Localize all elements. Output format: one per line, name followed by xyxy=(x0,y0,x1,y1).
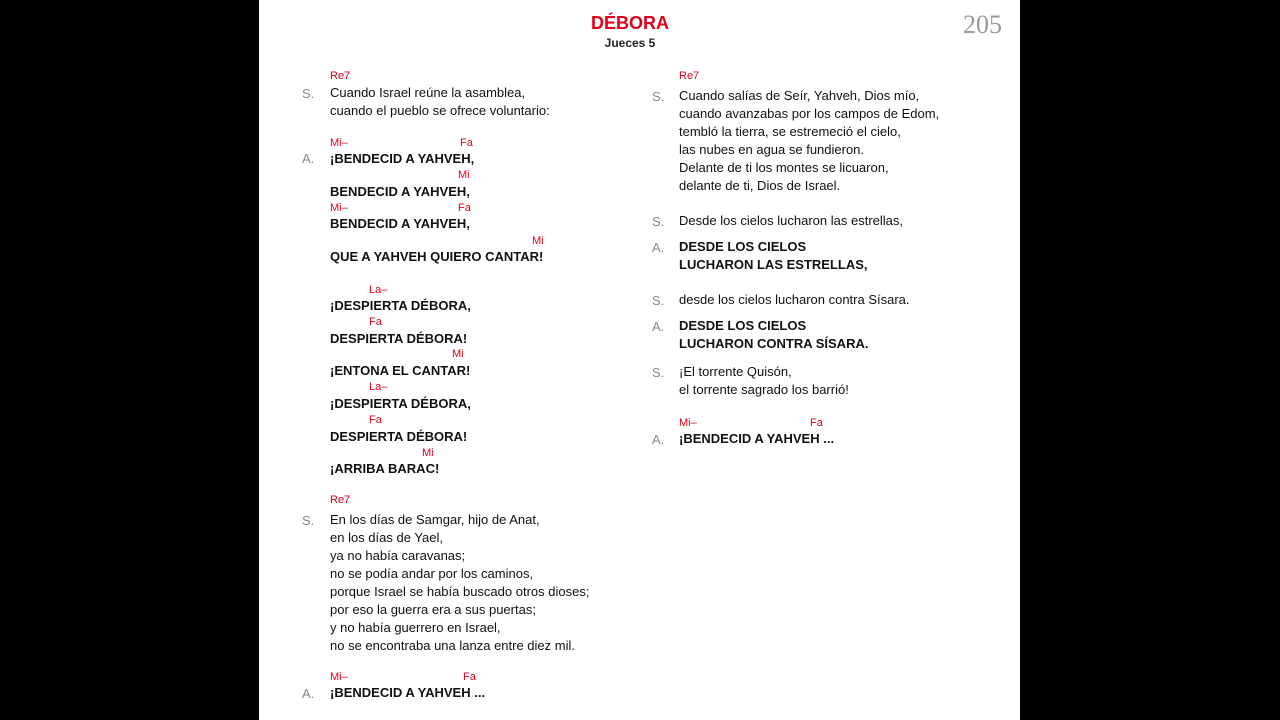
lyric-line: desde los cielos lucharon contra Sísara. xyxy=(679,292,910,307)
lyric-line: cuando el pueblo se ofrece voluntario: xyxy=(330,103,550,118)
solo-mark: S. xyxy=(652,365,665,380)
page-number: 205 xyxy=(963,10,1002,39)
song-page xyxy=(259,0,1020,720)
chord: Mi– xyxy=(679,417,697,429)
lyric-line: ¡DESPIERTA DÉBORA, xyxy=(330,298,471,313)
lyric-line: ya no había caravanas; xyxy=(330,548,466,563)
chord: Mi xyxy=(422,447,434,459)
chord: Mi– xyxy=(330,137,348,149)
lyric-line: QUE A YAHVEH QUIERO CANTAR! xyxy=(330,249,544,264)
solo-mark: S. xyxy=(652,214,665,229)
chord: Fa xyxy=(463,671,476,683)
chord: Mi xyxy=(532,235,544,247)
solo-mark: S. xyxy=(652,89,665,104)
lyric-line: delante de ti, Dios de Israel. xyxy=(679,178,841,193)
lyric-line: ¡DESPIERTA DÉBORA, xyxy=(330,396,471,411)
lyric-line: Delante de ti los montes se licuaron, xyxy=(679,160,889,175)
chord: Mi– xyxy=(330,202,348,214)
lyric-line: En los días de Samgar, hijo de Anat, xyxy=(330,512,540,527)
chord: La– xyxy=(369,284,388,296)
lyric-line: tembló la tierra, se estremeció el cielo, xyxy=(679,124,901,139)
solo-mark: S. xyxy=(302,86,315,101)
chord: La– xyxy=(369,381,388,393)
lyric-line: Cuando Israel reúne la asamblea, xyxy=(330,85,526,100)
chord: Fa xyxy=(460,137,473,149)
all-mark: A. xyxy=(302,686,315,701)
chord: Fa xyxy=(458,202,471,214)
lyric-line: por eso la guerra era a sus puertas; xyxy=(330,602,536,617)
chord: Fa xyxy=(369,414,382,426)
lyric-line: en los días de Yael, xyxy=(330,530,443,545)
lyric-line: las nubes en agua se fundieron. xyxy=(679,142,865,157)
lyric-line: DESDE LOS CIELOS xyxy=(679,239,807,254)
lyric-line: BENDECID A YAHVEH, xyxy=(330,184,470,199)
lyric-line: LUCHARON LAS ESTRELLAS, xyxy=(679,257,868,272)
chord: Fa xyxy=(810,417,823,429)
chord: Fa xyxy=(369,316,382,328)
lyric-line: ¡BENDECID A YAHVEH ... xyxy=(330,685,486,700)
song-title: DÉBORA xyxy=(590,13,669,33)
lyric-line: porque Israel se había buscado otros dioses; xyxy=(330,584,590,599)
solo-mark: S. xyxy=(652,293,665,308)
lyric-line: ¡ARRIBA BARAC! xyxy=(330,461,440,476)
lyric-line: no se podía andar por los caminos, xyxy=(330,566,534,581)
chord: Mi xyxy=(458,169,470,181)
chord: Re7 xyxy=(330,70,351,82)
chord: Mi xyxy=(452,348,464,360)
lyric-line: LUCHARON CONTRA SÍSARA. xyxy=(679,336,869,351)
all-mark: A. xyxy=(652,319,665,334)
lyric-line: ¡BENDECID A YAHVEH ... xyxy=(679,431,835,446)
all-mark: A. xyxy=(652,432,665,447)
lyric-line: cuando avanzabas por los campos de Edom, xyxy=(679,106,940,121)
lyric-line: Desde los cielos lucharon las estrellas, xyxy=(679,213,903,228)
lyric-line: DESDE LOS CIELOS xyxy=(679,318,807,333)
lyric-line: y no había guerrero en Israel, xyxy=(330,620,501,635)
chord: Re7 xyxy=(679,70,700,82)
lyric-line: BENDECID A YAHVEH, xyxy=(330,216,470,231)
solo-mark: S. xyxy=(302,513,315,528)
lyric-line: ¡BENDECID A YAHVEH, xyxy=(330,151,475,166)
lyric-line: DESPIERTA DÉBORA! xyxy=(330,429,468,444)
lyric-line: Cuando salías de Seír, Yahveh, Dios mío, xyxy=(679,88,920,103)
lyric-line: ¡ENTONA EL CANTAR! xyxy=(330,363,471,378)
song-subtitle: Jueces 5 xyxy=(604,36,656,50)
chord: Mi– xyxy=(330,671,348,683)
lyric-line: el torrente sagrado los barrió! xyxy=(679,382,849,397)
lyric-line: ¡El torrente Quisón, xyxy=(679,364,792,379)
lyric-line: DESPIERTA DÉBORA! xyxy=(330,331,468,346)
chord: Re7 xyxy=(330,494,351,506)
lyric-line: no se encontraba una lanza entre diez mil. xyxy=(330,638,575,653)
all-mark: A. xyxy=(302,151,315,166)
all-mark: A. xyxy=(652,240,665,255)
